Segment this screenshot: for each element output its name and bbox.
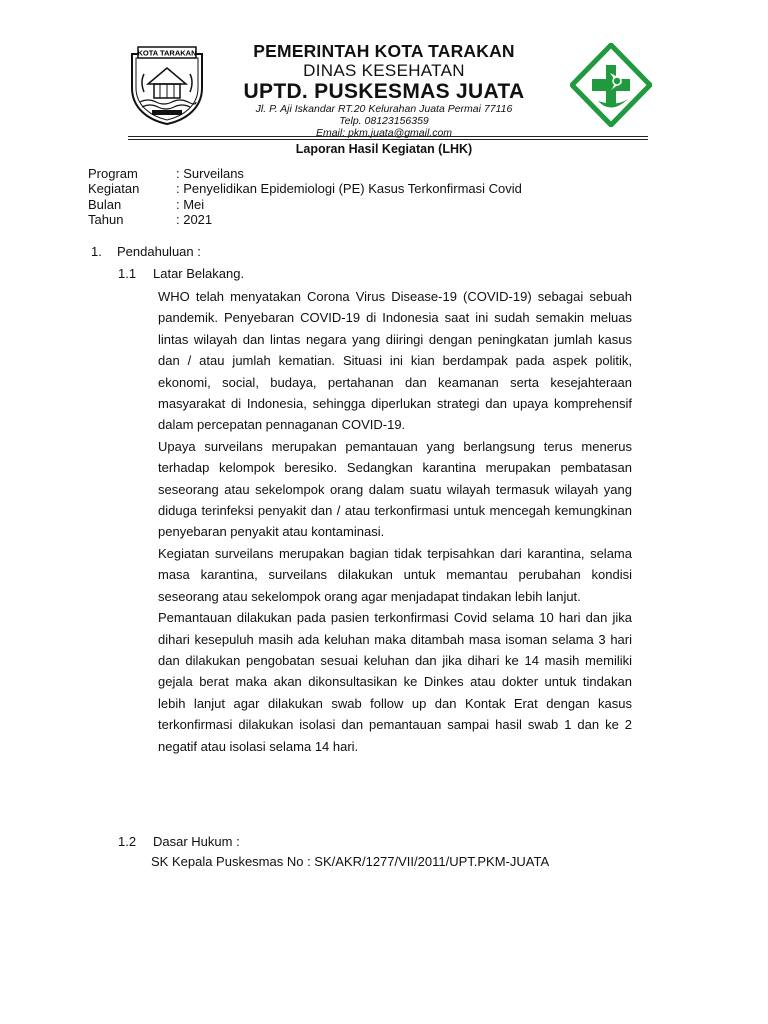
info-value: : Mei — [176, 196, 205, 212]
info-row-bulan — [88, 197, 522, 212]
letterhead — [214, 41, 554, 139]
subsection-heading-background — [118, 266, 244, 282]
info-key: Bulan — [88, 196, 122, 212]
info-value: : Penyelidikan Epidemiologi (PE) Kasus Terkonfirmasi Covid — [176, 181, 522, 197]
header-divider — [128, 136, 648, 137]
email: Email: pkm.juata@gmail.com — [315, 127, 453, 139]
government-name: PEMERINTAH KOTA TARAKAN — [253, 41, 515, 61]
paragraph: Upaya surveilans merupakan pemantauan yang berlangsung terus menerus terhadap kelompok beresiko. Sedangkan karantina merupakan pembatasan seseorang atau sekelompok orang dalam suatu wilayah termasuk wilayah yang diduga terinfeksi penyakit dan / atau terkonfirmasi untuk mencegah kemungkinan penyebaran penyakit atau kontaminasi. — [158, 438, 632, 540]
activity-info — [88, 166, 522, 227]
subsection-heading-legal — [118, 834, 240, 850]
info-key: Kegiatan — [88, 181, 140, 197]
subsection-number: 1.1 — [118, 266, 137, 281]
legal-basis: SK Kepala Puskesmas No : SK/AKR/1277/VII/2011/UPT.PKM-JUATA — [151, 854, 550, 869]
background-paragraphs — [158, 286, 632, 757]
paragraph: Kegiatan surveilans merupakan bagian tidak terpisahkan dari karantina, selama masa karantina, surveilans dilakukan untuk memantau perubahan kondisi seseorang atau sekelompok orang agar menjadapat tindakan lebih lanjut. — [158, 545, 632, 604]
info-value: : 2021 — [176, 211, 213, 227]
section-number: 1. — [91, 244, 102, 259]
info-key: Program — [88, 166, 138, 181]
institution-name: UPTD. PUSKESMAS JUATA — [243, 80, 525, 103]
city-emblem-icon — [124, 44, 210, 126]
puskesmas-logo-icon — [570, 43, 652, 127]
phone: Telp. 08123156359 — [339, 115, 429, 127]
subsection-number: 1.2 — [118, 834, 137, 849]
section-heading — [91, 244, 201, 260]
info-row-tahun — [88, 212, 522, 227]
info-value: : Surveilans — [176, 166, 244, 181]
header-divider-thin — [128, 139, 648, 140]
emblem-label: KOTA TARAKAN — [137, 48, 197, 58]
info-key: Tahun — [88, 211, 124, 227]
info-row-program — [88, 166, 522, 181]
department-name: DINAS KESEHATAN — [303, 61, 465, 80]
address: Jl. P. Aji Iskandar RT.20 Kelurahan Juata Permai 77116 — [255, 103, 513, 115]
subsection-title: Latar Belakang. — [153, 266, 245, 281]
info-row-kegiatan — [88, 181, 522, 196]
report-title: Laporan Hasil Kegiatan (LHK) — [295, 142, 473, 156]
subsection-title: Dasar Hukum : — [153, 834, 240, 849]
section-title: Pendahuluan : — [117, 244, 201, 259]
paragraph: WHO telah menyatakan Corona Virus Disease-19 (COVID-19) sebagai sebuah pandemik. Penyebaran COVID-19 di Indonesia saat ini sudah semakin meluas lintas wilayah dan lintas negara yang diiringi dengan peningkatan jumlah kasus dan / atau jumlah kematian. Situasi ini kian berdampak pada aspek politik, ekonomi, social, budaya, pertahanan dan keamanan serta kesejahteraan masyarakat di Indonesia, sehingga diperlukan strategi dan upaya komprehensif dalam percepatan pennaganan COVID-19. — [158, 289, 632, 433]
paragraph: Pemantauan dilakukan pada pasien terkonfirmasi Covid selama 10 hari dan jika dihari kesepuluh masih ada keluhan maka ditambah masa isoman selama 3 hari dan dilakukan pengobatan sesuai keluhan dan jika dihari ke 14 masih memiliki gejala berat maka akan dikonsultasikan ke Dinkes atau dokter untuk tindakan lebih lanjut agar dilakukan swab follow up dan Kontak Erat dengan kasus terkonfirmasi dilakukan isolasi dan pemantauan sampai hasil swab 1 dan ke 2 negatif atau isolasi selama 14 hari. — [158, 610, 632, 754]
